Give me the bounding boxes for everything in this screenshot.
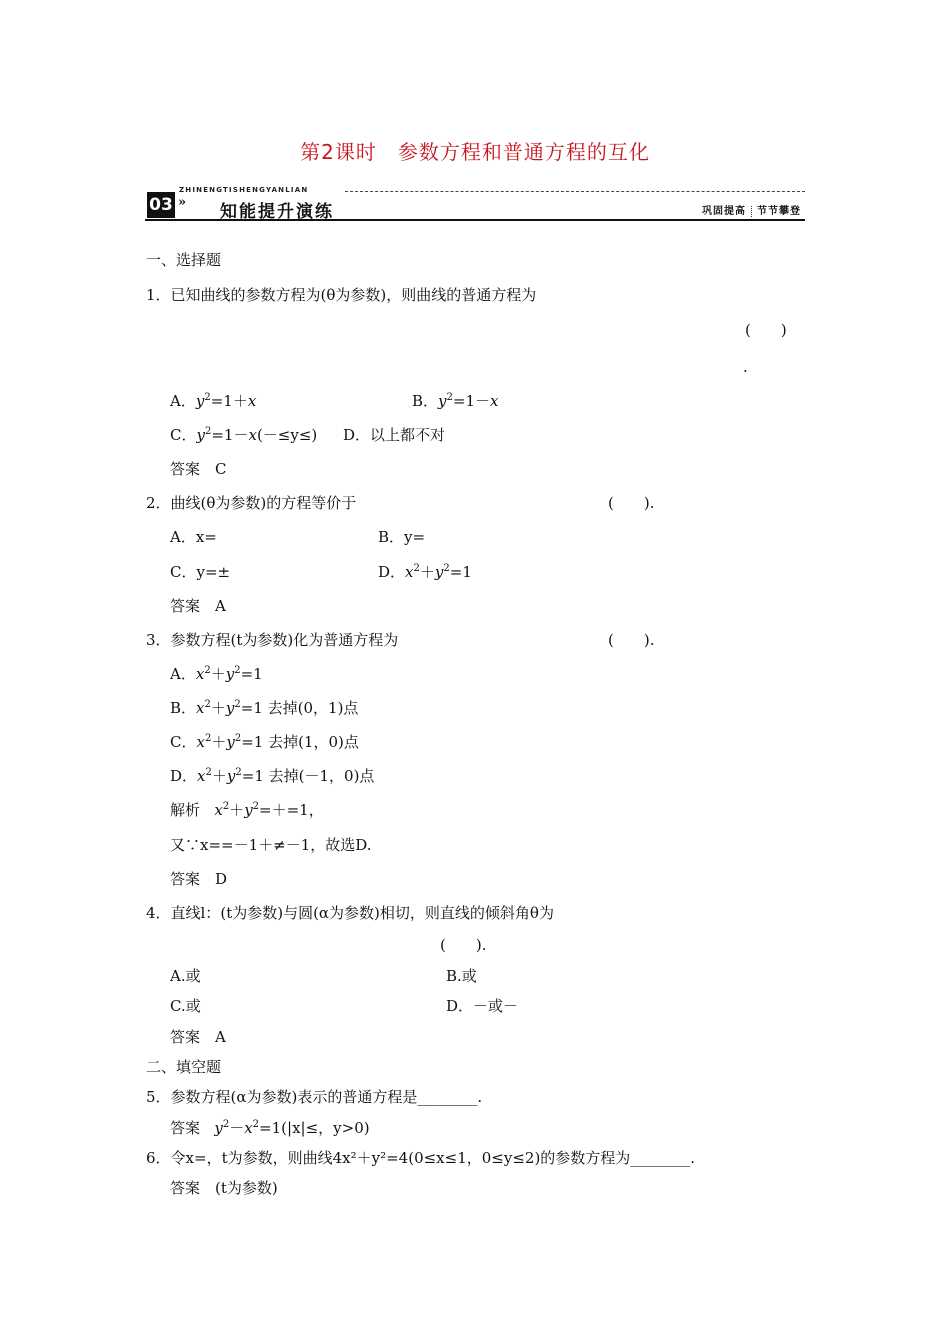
question-4-answer: 答案 A: [170, 1028, 226, 1046]
question-3-option-a: A．$x^2+y^2=1$: [170, 665, 263, 683]
question-4-stem: 4．直线l：(t为参数)与圆(α为参数)相切，则直线的倾斜角θ为: [146, 904, 554, 922]
question-1-answer: 答案 C: [170, 460, 227, 478]
question-2-option-a: A．x=: [170, 528, 217, 546]
question-6-answer: 答案 (t为参数): [170, 1179, 278, 1197]
option-text: =1－: [452, 392, 491, 410]
option-text: =1 去掉(0，1)点: [240, 699, 359, 717]
explanation-text: =＋=1，: [259, 801, 324, 819]
question-2-answer: 答案 A: [170, 597, 226, 615]
question-4-answer-blank: ( ).: [440, 936, 487, 954]
question-3-explanation: 解析 $x^2+y^2=+=1$，: [170, 801, 324, 819]
banner-subtitle: ZHINENGTISHENGYANLIAN: [179, 186, 309, 194]
section-banner: [145, 185, 805, 223]
question-1-option-c: C．$y^2=1-x(-\le y\le)$: [170, 426, 318, 444]
question-2-option-b: B．y=: [378, 528, 426, 546]
question-4-option-a: A.或: [170, 967, 201, 985]
question-3-stem: 3．参数方程(t为参数)化为普通方程为: [146, 631, 399, 649]
question-3-option-d: D．$x^2+y^2=1$ 去掉(－1，0)点: [170, 767, 375, 785]
question-6-stem: 6．令x=，t为参数，则曲线4x²＋y²=4(0≤x≤1，0≤y≤2)的参数方程为________.: [146, 1149, 696, 1167]
section-heading-choice: 一、选择题: [146, 251, 222, 269]
option-text: =1 去掉(1，0)点: [241, 733, 359, 751]
banner-dotted-line: [345, 191, 805, 192]
answer-label: 答案: [170, 1119, 201, 1137]
option-text: =1: [240, 665, 263, 683]
question-1-period: .: [743, 358, 748, 376]
option-label: D．: [378, 563, 406, 581]
section-heading-fill: 二、填空题: [146, 1058, 222, 1076]
question-5-answer: 答案 $y^2-x^2=1(|x|\le$，y>0): [170, 1119, 370, 1137]
question-1-option-d: D．以上都不对: [343, 426, 446, 444]
banner-tag-a: 巩固提高: [702, 206, 746, 217]
page-title: 第2课时 参数方程和普通方程的互化: [300, 140, 650, 164]
option-label: B．: [170, 699, 197, 717]
question-2-option-c: C．y=±: [170, 563, 231, 581]
option-label: A．: [170, 665, 196, 683]
option-label: B．: [412, 392, 439, 410]
banner-tagline: [702, 202, 801, 217]
option-text: =1－: [211, 426, 249, 444]
option-label: C．: [170, 733, 197, 751]
banner-heading: 知能提升演练: [220, 202, 334, 222]
option-label: C．: [170, 426, 197, 444]
banner-number: 03: [147, 192, 175, 218]
question-3-option-b: B．$x^2+y^2=1$ 去掉(0，1)点: [170, 699, 359, 717]
question-4-option-c: C.或: [170, 997, 201, 1015]
question-1-stem: 1．已知曲线的参数方程为(θ为参数)，则曲线的普通方程为: [146, 286, 537, 304]
question-2-option-d: D．$x^2+y^2=1$: [378, 563, 472, 581]
question-2-stem: 2．曲线(θ为参数)的方程等价于: [146, 494, 357, 512]
banner-tag-separator: [751, 206, 752, 217]
option-text: =1＋: [210, 392, 248, 410]
banner-tag-b: 节节攀登: [757, 206, 801, 217]
question-1-option-a: A．$y^2=1+x$: [170, 392, 257, 410]
question-2-answer-blank: ( ).: [608, 494, 655, 512]
question-1-answer-blank: ( ): [745, 321, 787, 339]
question-3-answer-blank: ( ).: [608, 631, 655, 649]
question-4-option-d: D．－或－: [446, 997, 519, 1015]
banner-rule: [145, 219, 805, 221]
explanation-label: 解析: [170, 801, 201, 819]
double-chevron-icon: »: [178, 195, 187, 210]
option-label: A．: [170, 392, 196, 410]
option-text: =1: [449, 563, 472, 581]
question-4-option-b: B.或: [446, 967, 477, 985]
option-text: =1 去掉(－1，0)点: [241, 767, 375, 785]
question-5-stem: 5．参数方程(α为参数)表示的普通方程是________.: [146, 1088, 483, 1106]
answer-text: =1(|x|≤，y>0): [259, 1119, 370, 1137]
question-3-option-c: C．$x^2+y^2=1$ 去掉(1，0)点: [170, 733, 359, 751]
question-3-answer: 答案 D: [170, 870, 228, 888]
option-label: D．: [170, 767, 198, 785]
question-1-option-b: B．$y^2=1-x$: [412, 392, 499, 410]
option-tail: (－≤y≤): [256, 426, 318, 444]
question-3-explanation-2: 又∵x==－1＋≠－1，故选D.: [170, 836, 372, 854]
